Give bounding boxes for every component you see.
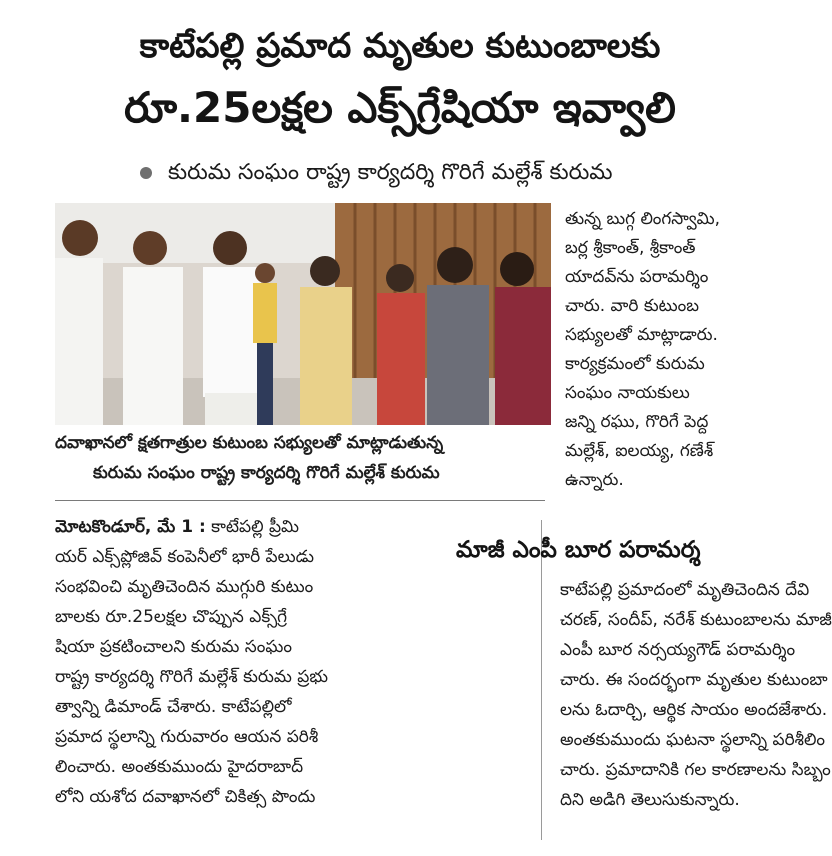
story-line: రాష్ట్ర కార్యదర్శి గొరిగే మల్లేశ్ కురుమ ప్రభు: [55, 667, 328, 687]
sidebar-line: చారు. ఈ సందర్భంగా మృతుల కుటుంబా: [560, 670, 828, 690]
sidebar-story-title: మాజీ ఎంపీ బూర పరామర్శ: [456, 537, 701, 563]
story-line: యర్ ఎక్స్‌ప్లోజివ్ కంపెనీలో భారీ పేలుడు: [55, 547, 315, 567]
subheadline-text: కురుమ సంఘం రాష్ట్ర కార్యదర్శి గొరిగే మల్లేశ్ కురుమ: [168, 160, 613, 185]
right-line: సభ్యులతో మాట్లాడారు.: [565, 325, 718, 345]
sidebar-line: అంతకుముందు ఘటనా స్థలాన్ని పరిశీలిం: [560, 730, 825, 750]
story-line: సంభవించి మృతిచెందిన ముగ్గురి కుటుం: [55, 577, 314, 597]
dateline: మోటకొండూర్, మే 1 :: [55, 517, 206, 537]
right-line: సంఘం నాయకులు: [565, 383, 690, 403]
sidebar-line: దిని అడిగి తెలుసుకున్నారు.: [560, 790, 740, 810]
right-column-text: [565, 205, 775, 495]
right-line: మల్లేశ్, ఐలయ్య, గణేశ్: [565, 441, 714, 461]
right-line: చారు. వారి కుటుంబ: [565, 296, 699, 316]
bullet-icon: [140, 167, 152, 179]
headline-line-1: కాటేపల్లి ప్రమాద మృతుల కుటుంబాలకు: [139, 26, 661, 66]
sidebar-line: చారు. ప్రమాదానికి గల కారణాలను సిబ్బం: [560, 760, 831, 780]
right-line: తున్న బుగ్గ లింగస్వామి,: [565, 209, 720, 229]
story-line: లోని యశోద దవాఖానలో చికిత్స పొందు: [55, 787, 316, 807]
caption-line-1: దవాఖానలో క్షతగాత్రుల కుటుంబ సభ్యులతో మాట్లాడుతున్న: [55, 433, 444, 453]
right-line: కార్యక్రమంలో కురుమ: [565, 354, 705, 374]
story-line: త్వాన్ని డిమాండ్ చేశారు. కాటేపల్లిలో: [55, 697, 292, 717]
story-line: బాలకు రూ.25లక్షల చొప్పున ఎక్స్‌గ్రే: [55, 607, 288, 627]
column-divider: [541, 520, 542, 840]
headline-line-2: రూ.25లక్షల ఎక్స్‌గ్రేషియా ఇవ్వాలి: [124, 83, 676, 132]
story-line: షియా ప్రకటించాలని కురుమ సంఘం: [55, 637, 292, 657]
sidebar-line: చరణ్, సందీప్, నరేశ్ కుటుంబాలను మాజీ: [560, 610, 832, 630]
sidebar-line: లను ఓదార్చి, ఆర్థిక సాయం అందజేశారు.: [560, 700, 828, 720]
photo-caption: [55, 428, 551, 488]
subheadline: [140, 155, 760, 191]
story-line-text: కాటేపల్లి ప్రీమి: [211, 517, 300, 537]
photo-illustration: [55, 203, 551, 425]
story-line: ప్రమాద స్థలాన్ని గురువారం ఆయన పరిశీ: [55, 727, 319, 747]
sidebar-story-body: [560, 575, 832, 815]
section-divider: [55, 500, 545, 501]
right-line: జన్ని రఘు, గొరిగే పెద్ద: [565, 412, 709, 432]
sidebar-line: ఎంపీ బూర నర్సయ్యగౌడ్ పరామర్శిం: [560, 640, 796, 660]
sidebar-line: కాటేపల్లి ప్రమాదంలో మృతిచెందిన దేవి: [560, 580, 810, 600]
news-photo: [55, 203, 551, 425]
right-line: బర్ల శ్రీకాంత్, శ్రీకాంత్: [565, 238, 696, 258]
right-line: ఉన్నారు.: [565, 470, 624, 490]
story-line: లించారు. అంతకుముందు హైదరాబాద్: [55, 757, 304, 777]
right-line: యాదవ్‌ను పరామర్శిం: [565, 267, 709, 287]
caption-line-2: కురుమ సంఘం రాష్ట్ర కార్యదర్శి గొరిగే మల్లేశ్ కురుమ: [93, 463, 440, 483]
